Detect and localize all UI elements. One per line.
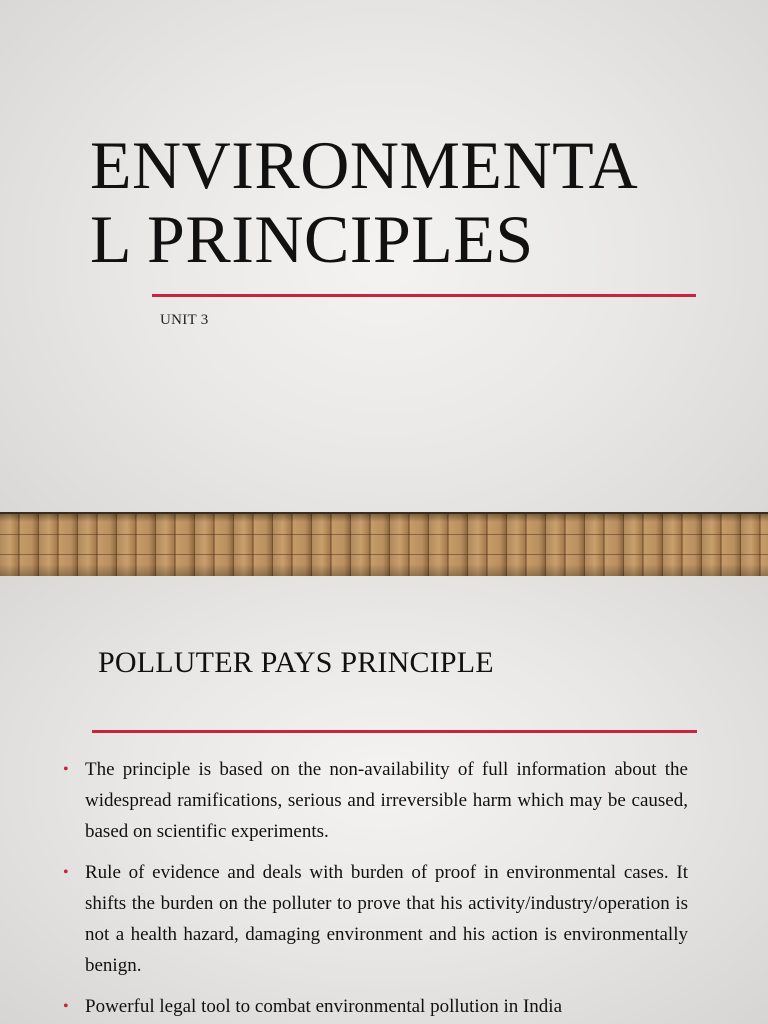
bullet-text: Rule of evidence and deals with burden of proof in environmental cases. It shifts the burden on the polluter to prove that his activity/industry/operation is not a health hazard, damaging environment and his action is environmentally benign. — [85, 862, 688, 976]
content-divider — [92, 730, 697, 733]
slide-title — [90, 128, 690, 276]
bullet-dot-icon: • — [63, 864, 69, 881]
content-slide-title: POLLUTER PAYS PRINCIPLE — [98, 646, 494, 679]
slide-title-line-1: ENVIRONMENTA — [90, 127, 639, 203]
bullet-text: Powerful legal tool to combat environmental pollution in India — [85, 996, 563, 1017]
slide-subtitle: UNIT 3 — [160, 312, 209, 328]
bullet-dot-icon: • — [63, 761, 69, 778]
bullet-item — [63, 991, 688, 1022]
wood-floor-image — [0, 514, 768, 576]
title-divider — [152, 294, 696, 297]
content-slide — [0, 576, 768, 1024]
bullet-item — [63, 754, 688, 847]
bullet-dot-icon: • — [63, 998, 69, 1015]
bullet-list — [63, 754, 688, 1024]
slide-title-line-2: L PRINCIPLES — [90, 201, 534, 277]
bullet-text: The principle is based on the non-availability of full information about the widespread ramifications, serious and irreversible harm which may be caused, based on scientific experiments. — [85, 759, 688, 842]
bullet-item — [63, 857, 688, 981]
